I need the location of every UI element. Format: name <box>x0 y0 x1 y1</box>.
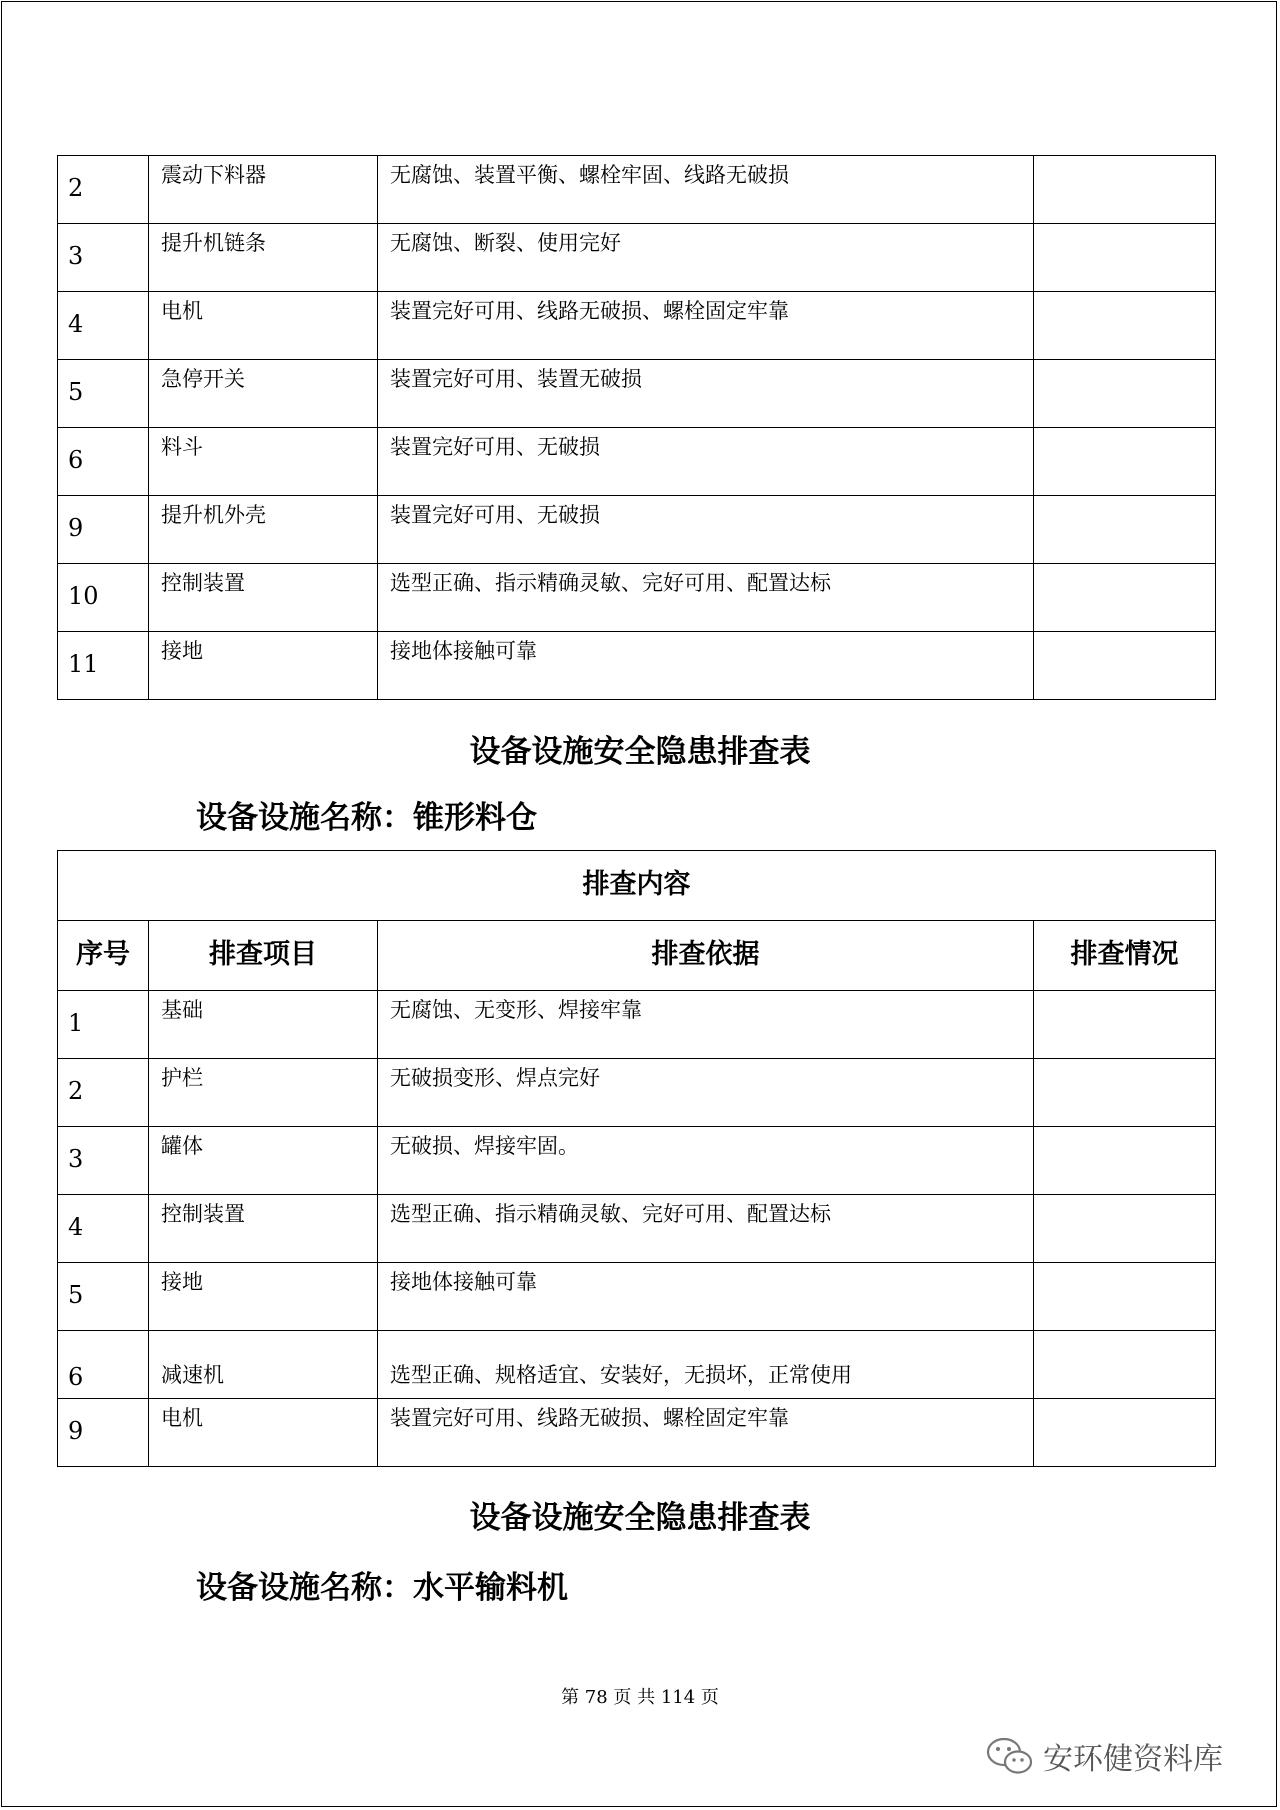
row-status <box>1034 224 1216 292</box>
row-item: 电机 <box>149 1399 378 1467</box>
row-status <box>1034 991 1216 1059</box>
row-basis: 接地体接触可靠 <box>378 1263 1034 1331</box>
row-status <box>1034 292 1216 360</box>
header-status: 排查情况 <box>1034 921 1216 991</box>
row-item: 基础 <box>149 991 378 1059</box>
row-basis: 无破损、焊接牢固。 <box>378 1127 1034 1195</box>
row-number: 10 <box>58 564 149 632</box>
row-basis: 无破损变形、焊点完好 <box>378 1059 1034 1127</box>
table-row <box>58 1059 1216 1127</box>
row-basis: 装置完好可用、无破损 <box>378 428 1034 496</box>
table-row <box>58 156 1216 224</box>
row-basis: 选型正确、指示精确灵敏、完好可用、配置达标 <box>378 1195 1034 1263</box>
row-basis: 装置完好可用、线路无破损、螺栓固定牢靠 <box>378 1399 1034 1467</box>
row-item: 接地 <box>149 1263 378 1331</box>
row-number: 9 <box>58 1399 149 1467</box>
row-item: 控制装置 <box>149 564 378 632</box>
row-number: 9 <box>58 496 149 564</box>
row-status <box>1034 156 1216 224</box>
table-row <box>58 1331 1216 1399</box>
page-footer: 第 78 页 共 114 页 <box>561 1687 719 1708</box>
row-item: 护栏 <box>149 1059 378 1127</box>
row-status <box>1034 564 1216 632</box>
row-basis: 装置完好可用、无破损 <box>378 496 1034 564</box>
row-item: 震动下料器 <box>149 156 378 224</box>
inspection-table-continued <box>57 155 1216 700</box>
table-row <box>58 360 1216 428</box>
table-row <box>58 1127 1216 1195</box>
header-inspection-content: 排查内容 <box>58 851 1216 921</box>
row-status <box>1034 1127 1216 1195</box>
table-row <box>58 496 1216 564</box>
row-basis: 无腐蚀、无变形、焊接牢靠 <box>378 991 1034 1059</box>
table-row <box>58 1399 1216 1467</box>
row-item: 罐体 <box>149 1127 378 1195</box>
row-basis: 选型正确、指示精确灵敏、完好可用、配置达标 <box>378 564 1034 632</box>
row-item: 电机 <box>149 292 378 360</box>
row-number: 4 <box>58 292 149 360</box>
row-item: 提升机链条 <box>149 224 378 292</box>
row-number: 2 <box>58 1059 149 1127</box>
table-header-row <box>58 921 1216 991</box>
row-item: 急停开关 <box>149 360 378 428</box>
table-row <box>58 1263 1216 1331</box>
inspection-table <box>57 850 1216 1467</box>
row-status <box>1034 496 1216 564</box>
row-item: 提升机外壳 <box>149 496 378 564</box>
table-row <box>58 292 1216 360</box>
watermark <box>985 1734 1223 1778</box>
table-row <box>58 224 1216 292</box>
row-basis: 选型正确、规格适宜、安装好，无损坏，正常使用 <box>378 1331 1034 1399</box>
section-title: 设备设施安全隐患排查表 <box>469 1500 811 1536</box>
row-status <box>1034 1399 1216 1467</box>
row-item: 减速机 <box>149 1331 378 1399</box>
table-row <box>58 564 1216 632</box>
watermark-text: 安环健资料库 <box>1043 1742 1223 1777</box>
row-status <box>1034 1059 1216 1127</box>
row-number: 5 <box>58 1263 149 1331</box>
row-basis: 接地体接触可靠 <box>378 632 1034 700</box>
row-status <box>1034 428 1216 496</box>
row-number: 11 <box>58 632 149 700</box>
row-number: 5 <box>58 360 149 428</box>
row-item: 接地 <box>149 632 378 700</box>
row-number: 3 <box>58 224 149 292</box>
row-number: 2 <box>58 156 149 224</box>
row-basis: 无腐蚀、断裂、使用完好 <box>378 224 1034 292</box>
table-row <box>58 991 1216 1059</box>
row-item: 料斗 <box>149 428 378 496</box>
row-number: 6 <box>58 1331 149 1399</box>
row-status <box>1034 632 1216 700</box>
wechat-icon <box>985 1735 1035 1777</box>
row-item: 控制装置 <box>149 1195 378 1263</box>
row-number: 6 <box>58 428 149 496</box>
row-number: 4 <box>58 1195 149 1263</box>
row-number: 3 <box>58 1127 149 1195</box>
facility-name: 设备设施名称：水平输料机 <box>196 1570 568 1606</box>
row-number: 1 <box>58 991 149 1059</box>
table-row <box>58 428 1216 496</box>
row-basis: 装置完好可用、装置无破损 <box>378 360 1034 428</box>
row-status <box>1034 1195 1216 1263</box>
facility-name: 设备设施名称：锥形料仓 <box>196 800 537 836</box>
row-status <box>1034 1331 1216 1399</box>
header-basis: 排查依据 <box>378 921 1034 991</box>
row-basis: 装置完好可用、线路无破损、螺栓固定牢靠 <box>378 292 1034 360</box>
table-row <box>58 1195 1216 1263</box>
header-seq: 序号 <box>58 921 149 991</box>
table-row <box>58 632 1216 700</box>
header-item: 排查项目 <box>149 921 378 991</box>
row-status <box>1034 1263 1216 1331</box>
table-header-span-row <box>58 851 1216 921</box>
section-title: 设备设施安全隐患排查表 <box>469 734 811 770</box>
row-status <box>1034 360 1216 428</box>
row-basis: 无腐蚀、装置平衡、螺栓牢固、线路无破损 <box>378 156 1034 224</box>
